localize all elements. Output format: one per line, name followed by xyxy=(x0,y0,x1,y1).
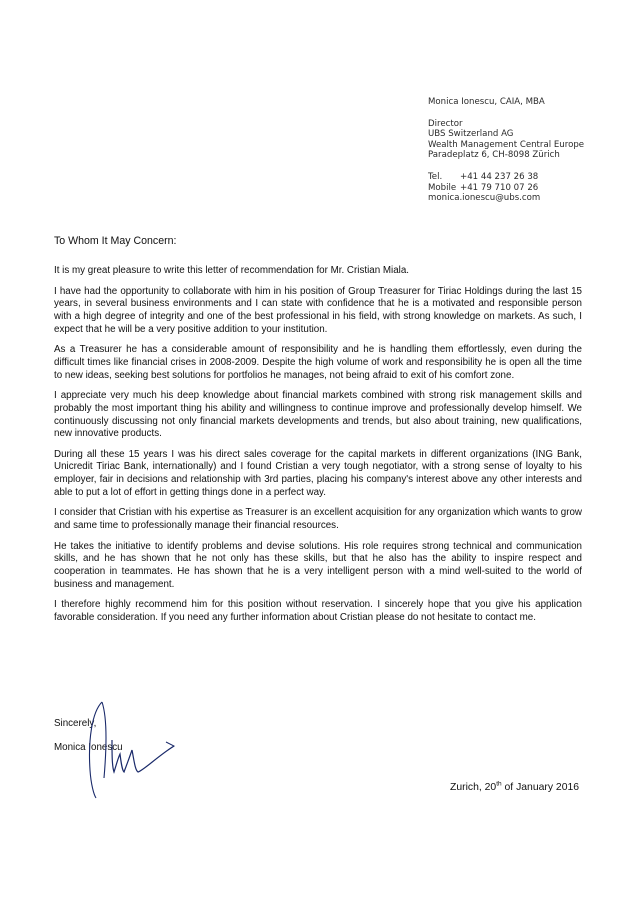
salutation: To Whom It May Concern: xyxy=(54,235,177,247)
paragraph: I appreciate very much his deep knowledge about financial markets combined with strong risk management skills and probably the most important thing his ability and willingness to continue improve and professionally develop himself. We continuously discussing not only financial markets developments and trends, but also about training, new qualifications, new innovative products. xyxy=(54,390,582,440)
paragraph: I consider that Cristian with his expertise as Treasurer is an excellent acquisition for any organization which wants to grow and same time to professionally manage their financial resources. xyxy=(54,507,582,532)
handwritten-signature xyxy=(78,700,188,800)
closing-signer: Monica Ionescu xyxy=(54,742,123,753)
paragraph: It is my great pleasure to write this letter of recommendation for Mr. Cristian Miala. xyxy=(54,265,409,276)
paragraph: I have had the opportunity to collaborate with him in his position of Group Treasurer for Tiriac Holdings during the last 15 years, in several business environments and I can state with confidence that he is a motivated and responsible person with a high degree of integrity and one of the best professional in his field, with strong knowledge on markets. As such, I expect that he will be a very positive addition to your institution. xyxy=(54,285,582,335)
closing-sincerely: Sincerely, xyxy=(54,718,97,729)
sender-address: Paradeplatz 6, CH-8098 Zürich xyxy=(428,150,560,161)
date-line xyxy=(450,782,579,793)
sender-tel-row xyxy=(428,172,628,183)
mobile-value: +41 79 710 07 26 xyxy=(460,182,539,193)
sender-block xyxy=(428,97,628,204)
sender-department: Wealth Management Central Europe xyxy=(428,139,585,150)
paragraph: I therefore highly recommend him for this position without reservation. I sincerely hope that you give his application favorable consideration. If you need any further information about Cristian please do not hesitate to contact me. xyxy=(54,599,582,623)
paragraph: He takes the initiative to identify problems and devise solutions. His role requires strong technical and communication skills, and he has shown that he not only has these skills, but that he also has the ability to inspire respect and cooperation in teammates. He has shown that he is a very intelligent person with a mind well-suited to the world of business and management. xyxy=(54,540,582,590)
sender-title: Director xyxy=(428,118,463,129)
sender-email: monica.ionescu@ubs.com xyxy=(428,193,541,204)
date-prefix: Zurich, 20 xyxy=(450,782,497,793)
sender-company: UBS Switzerland AG xyxy=(428,129,514,140)
tel-value: +41 44 237 26 38 xyxy=(460,171,539,182)
sender-mobile-row xyxy=(428,183,628,194)
date-rest: of January 2016 xyxy=(501,782,580,793)
paragraph: During all these 15 years I was his direct sales coverage for the capital markets in different organizations (ING Bank, Unicredit Tiriac Bank, internationally) and I found Cristian a very tough negotiator, with a strong sense of loyalty to his employer, fair in decisions and relationship with 3rd parties, placing his company's interest above any other interests and able to put a lot of effort in getting things done in a perfect way. xyxy=(54,448,582,498)
paragraph: As a Treasurer he has a considerable amount of responsibility and he is handling them effortlessly, even during the difficult times like financial crises in 2008-2009. Despite the high volume of work and responsibility he is open all the time to new ideas, seeking best solutions for portfolios he manages, not being afraid to exit of his comfort zone. xyxy=(54,344,582,381)
mobile-label: Mobile xyxy=(428,182,457,193)
letter-body xyxy=(54,265,582,633)
tel-label: Tel. xyxy=(428,171,443,182)
sender-name: Monica Ionescu, CAIA, MBA xyxy=(428,97,545,107)
date-suffix: th xyxy=(496,780,502,788)
